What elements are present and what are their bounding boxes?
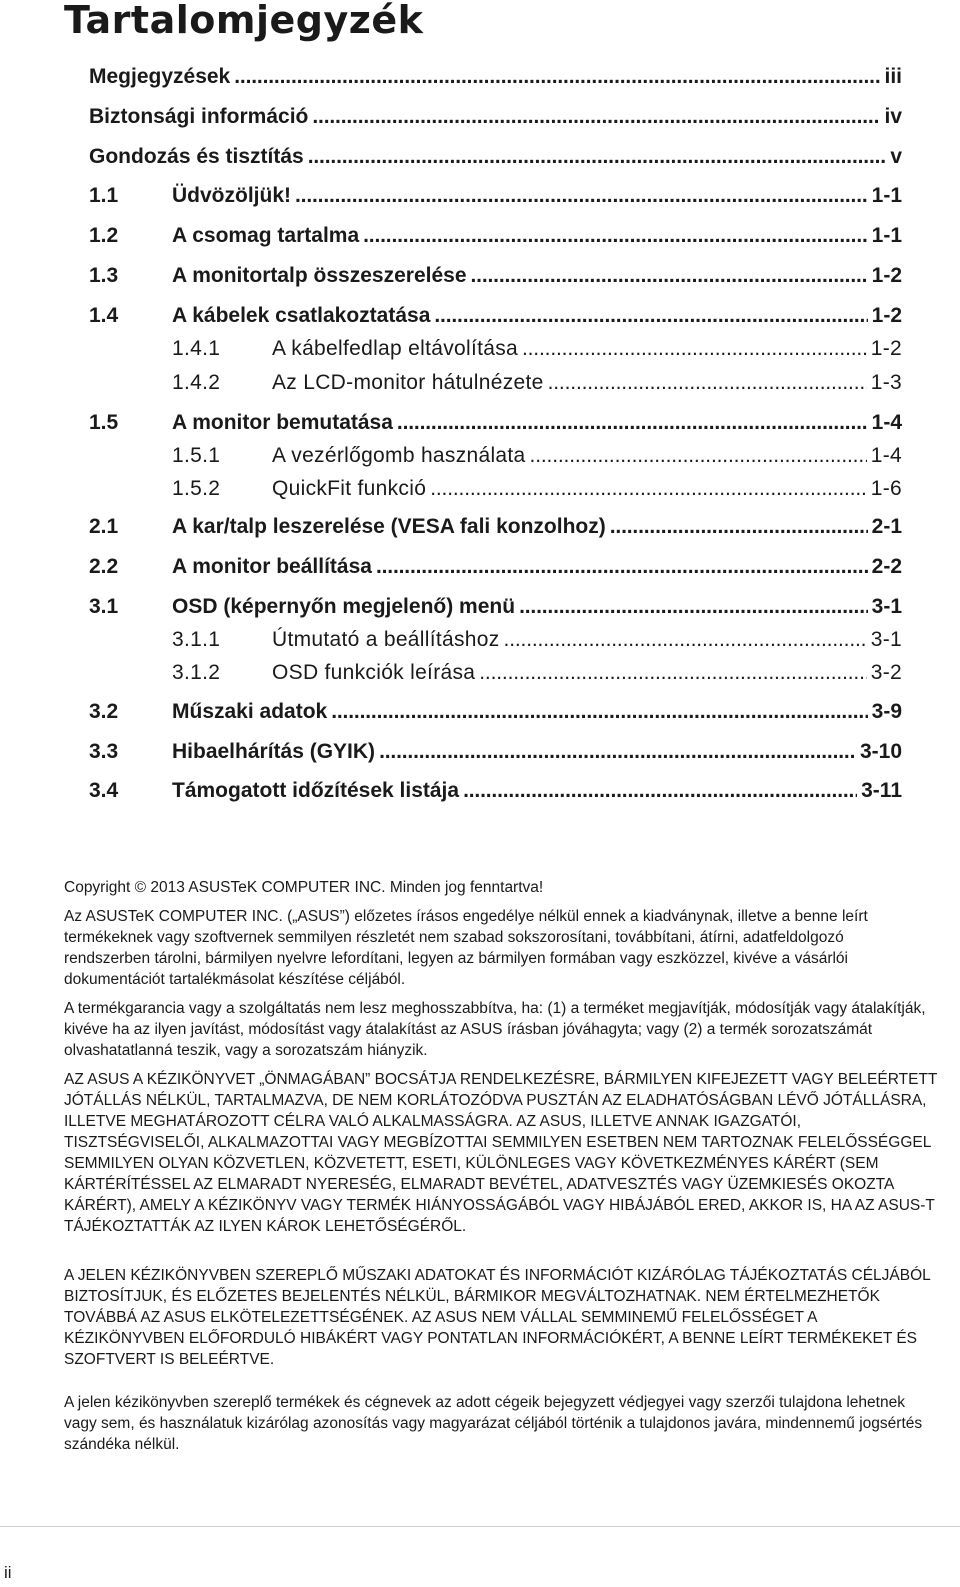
toc-entry-page: 1-6 [870,477,902,500]
toc-entry-number: 1.5 [89,411,119,434]
toc-entry-number: 1.4.1 [172,337,221,360]
toc-leader-dots [519,592,868,622]
toc-entry-title: Útmutató a beállításhoz [272,628,500,651]
toc-entry-title: A kábelfedlap eltávolítása [272,337,518,360]
toc-entry-title: QuickFit funkció [272,477,427,500]
toc-entry[interactable] [89,776,902,806]
toc-leader-dots [295,181,868,211]
toc-leader-dots [479,658,866,688]
toc-entry-title: Üdvözöljük! [172,184,291,207]
toc-leader-dots [522,334,867,364]
toc-leader-dots [530,441,867,471]
toc-entry-number: 3.3 [89,740,119,763]
toc-entry-page: 3-1 [870,628,902,651]
toc-entry[interactable] [172,658,902,688]
toc-entry-page: v [890,145,902,168]
toc-entry-page: 1-2 [870,337,902,360]
toc-leader-dots [434,301,867,331]
toc-entry-number: 1.3 [89,264,119,287]
toc-leader-dots [312,102,880,132]
toc-entry-page: 3-2 [870,661,902,684]
toc-entry-title: Támogatott időzítések listája [172,779,460,802]
legal-paragraph-5: A jelen kézikönyvben szereplő termékek és cégnevek az adott cégeik bejegyzett védjegyei vagy szerzői tulajdona lehetnek vagy sem, és használatuk kizárólag azonosítás vagy magyarázat céljából történik a tulajdonos javára, mindennemű jogsértés szándéka nélkül. [64,1394,923,1453]
page-number: ii [4,1563,12,1582]
toc-entry-number: 3.1.1 [172,628,221,651]
toc-entry[interactable] [172,625,902,655]
toc-entry-title: Gondozás és tisztítás [89,145,304,168]
toc-entry-title: OSD (képernyőn megjelenő) menü [172,595,516,618]
toc-entry[interactable] [172,441,902,471]
toc-entry-title: Biztonsági információ [89,105,309,128]
legal-paragraph-1: Az ASUSTeK COMPUTER INC. („ASUS”) előzetes írásos engedélye nélkül ennek a kiadványnak, illetve a benne leírt termékeknek vagy szoftvernek semmilyen részletét nem szabad sokszorosítani, továbbítani, átírni, adatfeldolgozó rendszerben tárolni, bármilyen nyelvre lefordítani, legyen az bármilyen formában vagy eszközzel, kivéve a vásárlói dokumentációt tartalékmásolat készítése céljából. [64,908,868,988]
toc-entry-number: 3.1 [89,595,119,618]
toc-entry-number: 1.5.2 [172,477,221,500]
toc-leader-dots [376,552,868,582]
toc-entry-number: 2.1 [89,515,119,538]
toc-entry-number: 1.1 [89,184,119,207]
toc-entry-title: A monitor beállítása [172,555,372,578]
page-title: Tartalomjegyzék [64,0,424,42]
toc-entry[interactable] [89,552,902,582]
toc-leader-dots [610,512,868,542]
toc-entry-number: 1.4 [89,304,119,327]
toc-entry-page: 2-2 [871,555,902,578]
toc-leader-dots [331,697,867,727]
toc-entry-title: OSD funkciók leírása [272,661,476,684]
toc-entry-page: iv [884,105,902,128]
toc-entry-page: 3-10 [859,740,902,763]
toc-entry-page: 2-1 [871,515,902,538]
toc-entry-page: iii [884,65,902,88]
toc-entry-number: 2.2 [89,555,119,578]
toc-entry-number: 3.1.2 [172,661,221,684]
toc-entry-page: 3-11 [861,779,902,802]
legal-paragraph-3: AZ ASUS A KÉZIKÖNYVET „ÖNMAGÁBAN” BOCSÁTJA RENDELKEZÉSRE, BÁRMILYEN KIFEJEZETT VAGY BELEÉRTETT JÓTÁLLÁS NÉLKÜL, TARTALMAZVA, DE NEM KORLÁTOZÓDVA PUSZTÁN AZ ELADHATÓSÁGBAN LÉVŐ JÓTÁLLÁSRA, ILLETVE MEGHATÁROZOTT CÉLRA VALÓ ALKALMASSÁGRA. AZ ASUS, ILLETVE ANNAK IGAZGATÓI, TISZTSÉGVISELŐI, ALKALMAZOTTAI VAGY MEGBÍZOTTAI SEMMILYEN ESETBEN NEM TARTOZNAK FELELŐSSÉGGEL SEMMILYEN OLYAN KÖZVETLEN, KÖZVETETT, ESETI, KÜLÖNLEGES VAGY KÖVETKEZMÉNYES KÁRÉRT (SEM KÁRTÉRÍTÉSSEL AZ ELMARADT NYERESÉG, ELMARADT BEVÉTEL, ADATVESZTÉS VAGY ÜZEMKIESÉS OKOZTA KÁRÉRT), AMELY A KÉZIKÖNYV VAGY TERMÉK HIÁNYOSSÁGÁBÓL VAGY HIBÁJÁBÓL ERED, AKKOR IS, HA AZ ASUS-T TÁJÉKOZTATTÁK AZ ILYEN KÁROK LEHETŐSÉGÉRŐL. [64,1071,938,1235]
toc-entry[interactable] [89,512,902,542]
toc-leader-dots [234,62,880,92]
toc-leader-dots [379,737,856,767]
toc-entry-page: 1-3 [870,371,902,394]
toc-entry[interactable] [89,221,902,251]
toc-entry[interactable] [89,301,902,331]
toc-entry[interactable] [89,62,902,92]
toc-leader-dots [504,625,867,655]
toc-entry-number: 3.4 [89,779,119,802]
toc-entry[interactable] [89,408,902,438]
toc-leader-dots [397,408,868,438]
toc-entry-title: Megjegyzések [89,65,231,88]
toc-entry-title: A kábelek csatlakoztatása [172,304,431,327]
legal-paragraph-4: A JELEN KÉZIKÖNYVBEN SZEREPLŐ MŰSZAKI ADATOKAT ÉS INFORMÁCIÓT KIZÁRÓLAG TÁJÉKOZTATÁS CÉLJÁBÓL BIZTOSÍTJUK, ÉS ELŐZETES BEJELENTÉS NÉLKÜL, BÁRMIKOR MEGVÁLTOZHATNAK. NEM ÉRTELMEZHETŐK TOVÁBBÁ AZ ASUS ELKÖTELEZETTSÉGÉNEK. AZ ASUS NEM VÁLLAL SEMMINEMŰ FELELŐSSÉGET A KÉZIKÖNYVBEN ELŐFORDULÓ HIBÁKÉRT VAGY PONTATLAN INFORMÁCIÓKÉRT, A BENNE LEÍRT TERMÉKEKET ÉS SZOFTVERT IS BELEÉRTVE. [64,1267,931,1368]
toc-entry[interactable] [89,592,902,622]
toc-entry-page: 1-4 [870,444,902,467]
legal-paragraph-2: A termékgarancia vagy a szolgáltatás nem lesz meghosszabbítva, ha: (1) a terméket megjavítják, módosítják vagy átalakítják, kivéve ha az ilyen javítást, módosítást vagy átalakítást az ASUS írásban jóváhagyta; vagy (2) a termék sorozatszámát olvashatatlanná teszik, vagy a sorozatszám hiányzik. [64,1000,926,1059]
toc-entry-number: 1.4.2 [172,371,221,394]
toc-entry-page: 3-1 [871,595,902,618]
toc-entry[interactable] [89,142,902,172]
toc-entry-title: A kar/talp leszerelése (VESA fali konzolhoz) [172,515,606,538]
toc-leader-dots [308,142,887,172]
toc-leader-dots [363,221,868,251]
toc-entry-title: A monitor bemutatása [172,411,393,434]
toc-entry-page: 1-1 [871,224,902,247]
toc-leader-dots [471,261,868,291]
toc-entry[interactable] [172,368,902,398]
toc-entry-page: 1-4 [871,411,902,434]
toc-leader-dots [548,368,867,398]
toc-entry-title: A csomag tartalma [172,224,360,247]
toc-entry-title: Műszaki adatok [172,700,328,723]
toc-entry-page: 1-1 [871,184,902,207]
toc-entry-page: 1-2 [871,264,902,287]
copyright-line: Copyright © 2013 ASUSTeK COMPUTER INC. Minden jog fenntartva! [64,879,544,896]
toc-entry-title: Az LCD-monitor hátulnézete [272,371,544,394]
toc-entry-title: A vezérlőgomb használata [272,444,526,467]
toc-entry-number: 1.2 [89,224,119,247]
toc-leader-dots [463,776,857,806]
footer-divider [0,1526,960,1527]
toc-entry-title: Hibaelhárítás (GYIK) [172,740,376,763]
toc-entry[interactable] [89,102,902,132]
toc-entry[interactable] [172,474,902,504]
toc-entry[interactable] [89,697,902,727]
toc-entry[interactable] [89,261,902,291]
toc-entry-page: 1-2 [871,304,902,327]
toc-entry-number: 3.2 [89,700,119,723]
toc-entry-title: A monitortalp összeszerelése [172,264,467,287]
toc-entry[interactable] [89,737,902,767]
toc-entry[interactable] [89,181,902,211]
toc-entry[interactable] [172,334,902,364]
toc-entry-number: 1.5.1 [172,444,221,467]
toc-leader-dots [430,474,867,504]
toc-entry-page: 3-9 [871,700,902,723]
